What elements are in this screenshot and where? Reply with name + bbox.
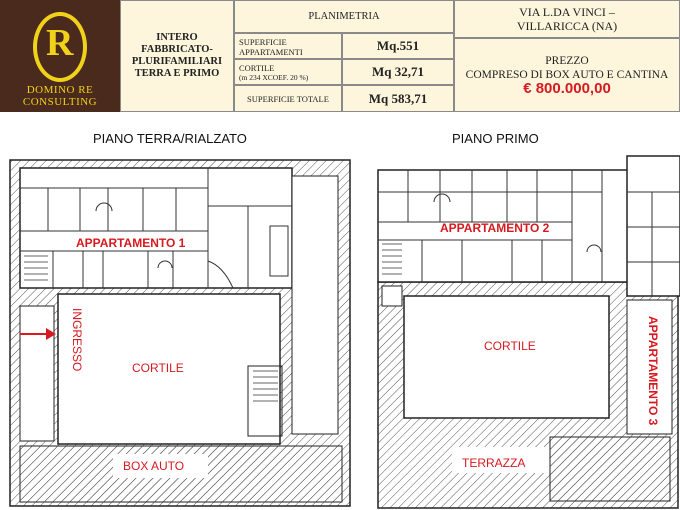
logo-line-2: CONSULTING xyxy=(22,96,98,108)
cortile-value: Mq 32,71 xyxy=(342,59,454,85)
totale-value: Mq 583,71 xyxy=(342,85,454,112)
logo-monogram-icon: R xyxy=(46,22,74,64)
address-line-1: VIA L.DA VINCI – xyxy=(519,5,615,19)
first-courtyard xyxy=(404,296,609,418)
ground-floor-title: PIANO TERRA/RIALZATO xyxy=(93,131,247,146)
property-type-line: PLURIFAMILIARI xyxy=(131,56,223,67)
appartamento-2-label: APPARTAMENTO 2 xyxy=(440,221,550,235)
ground-building xyxy=(20,168,292,288)
sup-app-label-2: APPARTAMENTI xyxy=(239,47,303,57)
ground-floor-plan xyxy=(8,156,360,510)
cortile-note: (m 234 XCOEF. 20 %) xyxy=(239,73,309,82)
listing-header xyxy=(0,0,680,112)
prezzo-label: PREZZO xyxy=(545,55,589,67)
property-type-line: TERRA E PRIMO xyxy=(134,68,220,79)
property-type xyxy=(120,0,234,112)
first-floor-title: PIANO PRIMO xyxy=(452,131,539,146)
cortile-ground-label: CORTILE xyxy=(132,361,184,375)
ground-left-strip xyxy=(20,306,54,441)
planimetria-heading: PLANIMETRIA xyxy=(234,0,454,33)
terrazza-label: TERRAZZA xyxy=(462,456,526,470)
address-line-2: VILLARICCA (NA) xyxy=(516,19,618,33)
prezzo-note: COMPRESO DI BOX AUTO E CANTINA xyxy=(465,69,669,81)
logo-line-1: DOMINO RE xyxy=(26,84,94,96)
cortile-first-label: CORTILE xyxy=(484,339,536,353)
address xyxy=(454,0,680,38)
ground-right-strip xyxy=(292,176,338,434)
appartamento-3-label: APPARTAMENTO 3 xyxy=(646,316,660,426)
property-type-line: FABBRICATO- xyxy=(141,44,213,55)
prezzo-value: € 800.000,00 xyxy=(523,80,611,97)
sup-app-label xyxy=(234,33,342,59)
sup-app-label-1: SUPERFICIE xyxy=(239,37,287,47)
first-terrace-right xyxy=(550,437,670,501)
first-left-tower xyxy=(382,286,402,306)
ingresso-label: INGRESSO xyxy=(70,308,84,372)
price-box xyxy=(454,38,680,112)
sup-app-value: Mq.551 xyxy=(342,33,454,59)
cortile-label xyxy=(234,59,342,85)
first-floor-plan xyxy=(372,152,680,510)
totale-label: SUPERFICIE TOTALE xyxy=(234,85,342,112)
property-type-line: INTERO xyxy=(156,32,198,43)
cortile-label-text: CORTILE xyxy=(239,63,275,73)
box-auto-label: BOX AUTO xyxy=(123,459,185,473)
domino-logo xyxy=(0,0,120,112)
appartamento-1-label: APPARTAMENTO 1 xyxy=(76,236,186,250)
first-right-wing xyxy=(627,156,680,296)
